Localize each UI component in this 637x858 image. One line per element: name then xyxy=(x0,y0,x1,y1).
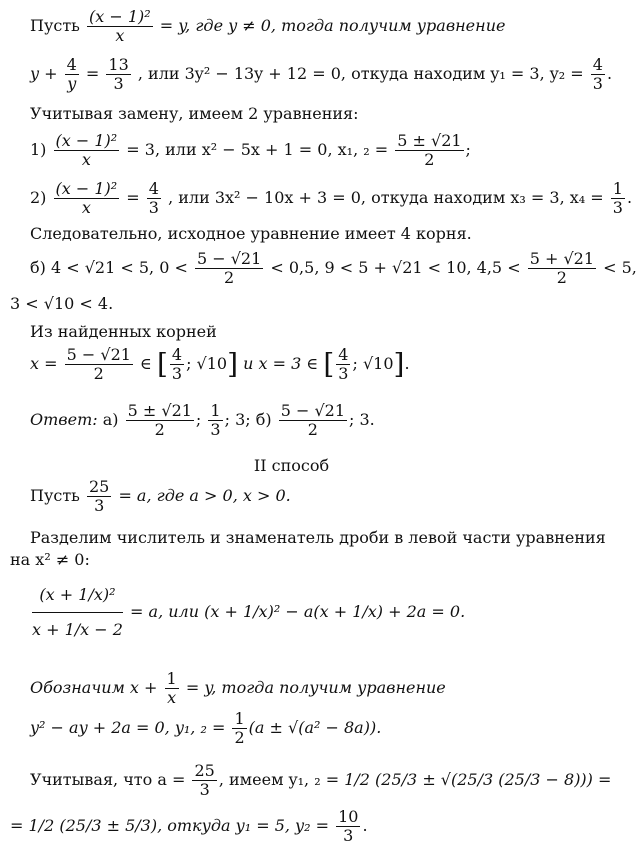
text: ; √10 xyxy=(186,354,228,373)
bracket-open: [ xyxy=(156,347,168,381)
line-19 xyxy=(10,808,368,845)
text: (a ± √(a² − 8a)). xyxy=(248,718,382,737)
line-17 xyxy=(30,710,381,747)
text: = a, или xyxy=(130,602,200,621)
fraction: $\frac{4}{y}$ xyxy=(66,55,77,93)
line-5 xyxy=(30,180,632,217)
answer-label: Ответ: xyxy=(30,410,98,429)
fraction: $\frac{5 - √21}{2}$ xyxy=(280,401,346,439)
line-12 xyxy=(30,478,291,515)
section-heading: II способ xyxy=(253,456,330,475)
line-15 xyxy=(30,578,465,647)
fraction: $\frac{13}{3}$ xyxy=(108,55,129,93)
text: Пусть xyxy=(30,16,80,35)
fraction: $\frac{4}{3}$ xyxy=(592,55,603,93)
line-11-answer xyxy=(30,402,375,439)
fraction: $\frac{4}{3}$ xyxy=(171,345,183,383)
fraction: $\frac{\text{(x − 1)²}}{x}$ xyxy=(88,7,151,45)
fraction: $\frac{10}{3}$ xyxy=(338,807,359,845)
text: ; xyxy=(465,140,471,159)
line-16 xyxy=(30,670,446,707)
line-13: Разделим числитель и знаменатель дроби в левой части уравнения xyxy=(30,528,606,547)
line-9: Из найденных корней xyxy=(30,322,217,341)
text: < 5, xyxy=(603,258,637,277)
text: , имеем y₁, ₂ = xyxy=(218,770,340,789)
text: ∈ xyxy=(140,354,152,373)
fraction: $\frac{4}{3}$ xyxy=(338,345,349,383)
line-2 xyxy=(30,56,612,93)
line-8: 3 < √10 < 4. xyxy=(10,294,114,313)
fraction: $\frac{1}{2}$ xyxy=(234,709,245,747)
text: Учитывая, что a = xyxy=(30,770,186,789)
text: y + xyxy=(30,64,58,83)
line-18 xyxy=(30,762,611,799)
bracket-open: [ xyxy=(323,347,335,381)
text: . xyxy=(362,816,368,835)
text: = 3, или x² − 5x + 1 = 0, x₁, ₂ = xyxy=(126,140,389,159)
fraction: $\frac{5 - √21}{2}$ xyxy=(66,345,131,383)
line-14: на x² ≠ 0: xyxy=(10,550,90,569)
text: = xyxy=(85,64,100,83)
text: . xyxy=(404,354,410,373)
line-7 xyxy=(30,250,637,287)
text: x = xyxy=(30,354,58,373)
text: а) xyxy=(102,410,119,429)
text: < 0,5, 9 < 5 + √21 < 10, 4,5 < xyxy=(270,258,521,277)
text: y² − ay + 2a = 0, y₁, ₂ = xyxy=(30,718,226,737)
text: и x = 3 ∈ xyxy=(243,354,319,373)
text: . xyxy=(626,188,633,207)
fraction: $\frac{\text{(x − 1)²}}{x}$ xyxy=(55,131,118,169)
fraction: $\frac{25}{3}$ xyxy=(88,477,110,515)
line-1 xyxy=(30,8,505,45)
fraction: $\frac{\text{(x + 1/x)²}}{x + 1/x - 2}$ xyxy=(32,578,123,647)
bracket-close: ] xyxy=(393,347,405,381)
text: ; 3. xyxy=(349,410,375,429)
text: 1/2 (25/3 ± 5/3), откуда y₁ = 5, y₂ = xyxy=(28,816,329,835)
fraction: $\frac{5 - √21}{2}$ xyxy=(196,249,262,287)
text: ; 3; б) xyxy=(224,410,272,429)
text: Пусть xyxy=(30,486,80,505)
line-4 xyxy=(30,132,471,169)
text: , или 3y² − 13y + 12 = 0, откуда находим y₁ = 3, y₂ = xyxy=(137,64,584,83)
text: 2) xyxy=(30,188,47,207)
fraction: $\frac{4}{3}$ xyxy=(148,179,159,217)
text: 1/2 (25/3 ± √(25/3 (25/3 − 8))) = xyxy=(344,770,612,789)
fraction: $\frac{5 \pm √21}{2}$ xyxy=(397,131,462,169)
text: = a, где a > 0, x > 0. xyxy=(118,486,291,505)
text: Обозначим x + xyxy=(30,678,158,697)
text: ; xyxy=(195,410,202,429)
text: = xyxy=(126,188,140,207)
fraction: $\frac{1}{x}$ xyxy=(166,669,177,707)
text: . xyxy=(606,64,613,83)
text: = xyxy=(10,816,24,835)
line-10 xyxy=(30,346,410,383)
fraction: $\frac{1}{3}$ xyxy=(612,179,623,217)
line-3: Учитывая замену, имеем 2 уравнения: xyxy=(30,104,359,123)
text: , или 3x² − 10x + 3 = 0, откуда находим x₃ = 3, x₄ = xyxy=(168,188,604,207)
fraction: $\frac{25}{3}$ xyxy=(194,761,215,799)
text: 1) xyxy=(30,140,47,159)
text: ; √10 xyxy=(352,354,394,373)
text: б) 4 < √21 < 5, 0 < xyxy=(30,258,188,277)
bracket-close: ] xyxy=(227,347,239,381)
fraction: $\frac{5 + √21}{2}$ xyxy=(529,249,595,287)
text: = y, тогда получим уравнение xyxy=(185,678,446,697)
line-6: Следовательно, исходное уравнение имеет 4 корня. xyxy=(30,224,472,243)
text: (x + 1/x)² − a(x + 1/x) + 2a = 0. xyxy=(204,602,466,621)
fraction: $\frac{5 \pm √21}{2}$ xyxy=(127,401,192,439)
fraction: $\frac{\text{(x − 1)²}}{x}$ xyxy=(55,179,118,217)
fraction: $\frac{1}{3}$ xyxy=(210,401,221,439)
text: = y, где y ≠ 0, тогда получим уравнение xyxy=(159,16,506,35)
